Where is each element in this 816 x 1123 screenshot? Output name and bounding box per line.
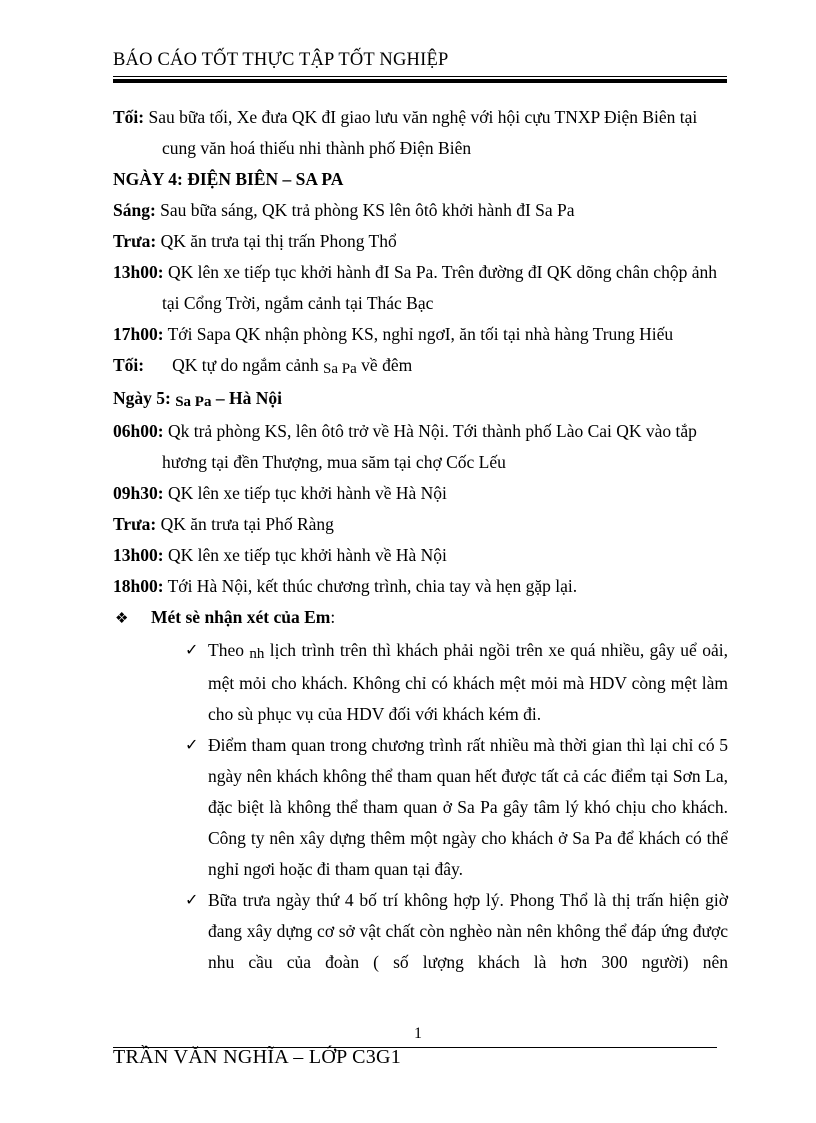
remark-text: Bữa trưa ngày thứ 4 bố trí không hợp lý. Phong Thổ là thị trấn hiện giờ đang xây dựng cơ sở vật chất còn nghèo nàn nên không thể đáp ứng được nhu cầu của đoàn ( số lượng khách là hơn 300 người) nên xyxy=(208,890,728,972)
itinerary-line-1700 xyxy=(113,319,733,350)
time-label: 09h30: xyxy=(113,483,164,503)
header-rule-thin xyxy=(113,76,727,77)
remarks-heading-colon: : xyxy=(330,607,336,627)
remark-item xyxy=(185,730,733,885)
remark-text-b: lịch trình trên thì khách phải ngồi trên xe quá nhiều, gây uể oải, mệt mỏi cho khách. Không chỉ có khách mệt mỏi mà HDV còng mệt làm cho sù phục vụ của HDV đối với khách kém đi. xyxy=(208,640,728,724)
day-4-heading: NGÀY 4: ĐIỆN BIÊN – SA PA xyxy=(113,169,344,189)
remark-text-a: Theo xyxy=(208,640,250,660)
page-header-title: BÁO CÁO TỐT THỰC TẬP TỐT NGHIỆP xyxy=(113,50,449,70)
diamond-bullet-icon: ❖ xyxy=(115,611,129,627)
itinerary-text: Sau bữa tối, Xe đưa QK đI giao lưu văn nghệ với hội cựu TNXP Điện Biên tại cung văn hoá thiếu nhi thành phố Điện Biên xyxy=(144,107,698,158)
itinerary-line-noon-day5 xyxy=(113,509,733,540)
page-number: 1 xyxy=(414,1025,422,1042)
checkmark-icon: ✓ xyxy=(185,642,199,659)
itinerary-text: Tới Sapa QK nhận phòng KS, nghỉ ngơI, ăn tối tại nhà hàng Trung Hiếu xyxy=(163,324,674,344)
itinerary-text: QK lên xe tiếp tục khởi hành đI Sa Pa. Trên đường đI QK dõng chân chộp ảnh tại Cổng Trời, ngắm cảnh tại Thác Bạc xyxy=(162,262,717,313)
day-5-heading-sub: Sa Pa xyxy=(175,394,212,410)
remarks-heading: Mét sè nhận xét của Em xyxy=(151,607,331,627)
itinerary-text: QK lên xe tiếp tục khởi hành về Hà Nội xyxy=(163,545,447,565)
itinerary-text: Tới Hà Nội, kết thúc chương trình, chia tay và hẹn gặp lại. xyxy=(163,576,578,596)
remark-text-sub: nh xyxy=(249,646,265,662)
remark-item xyxy=(185,635,733,730)
itinerary-text: QK ăn trưa tại thị trấn Phong Thổ xyxy=(156,231,397,251)
day-5-heading-b: – Hà Nội xyxy=(211,388,282,408)
itinerary-text: QK ăn trưa tại Phố Ràng xyxy=(156,514,334,534)
itinerary-line-0600 xyxy=(113,416,733,478)
remark-text: Điểm tham quan trong chương trình rất nhiều mà thời gian thì lại chỉ có 5 ngày nên khách không thể tham quan hết được tất cả các điểm tại Sơn La, đặc biệt là không thể tham quan ở Sa Pa gây tâm lý khó chịu cho khách. Công ty nên xây dựng thêm một ngày cho khách ở Sa Pa để khách có thể nghỉ ngơi hoặc đi tham quan tại đây. xyxy=(208,735,728,879)
time-label: 13h00: xyxy=(113,545,164,565)
itinerary-line-noon xyxy=(113,226,733,257)
itinerary-line-0930 xyxy=(113,478,733,509)
day-5-heading-a: Ngày 5: xyxy=(113,388,176,408)
time-label: Tối: xyxy=(113,355,145,375)
time-label: Trưa: xyxy=(113,514,157,534)
remark-item xyxy=(185,885,733,978)
checkmark-icon: ✓ xyxy=(185,892,199,909)
itinerary-line-morning xyxy=(113,195,733,226)
itinerary-line-evening-day4 xyxy=(113,350,733,383)
checkmark-icon: ✓ xyxy=(185,737,199,754)
time-label: 06h00: xyxy=(113,421,164,441)
itinerary-text: QK lên xe tiếp tục khởi hành về Hà Nội xyxy=(163,483,447,503)
time-label: 17h00: xyxy=(113,324,164,344)
footer-author: TRẦN VĂN NGHĨA – LỚP C3G1 xyxy=(113,1046,402,1068)
itinerary-text-sub: Sa Pa xyxy=(323,361,357,377)
time-label: 18h00: xyxy=(113,576,164,596)
remark-text xyxy=(208,635,728,730)
document-body xyxy=(113,102,733,978)
header-rule-thick xyxy=(113,79,727,83)
itinerary-line-evening-day3 xyxy=(113,102,733,164)
time-label: Tối: xyxy=(113,107,145,127)
itinerary-line-1800 xyxy=(113,571,733,602)
time-label: 13h00: xyxy=(113,262,164,282)
remarks-heading-row xyxy=(113,602,733,635)
itinerary-text: QK tự do ngắm cảnh xyxy=(172,355,324,375)
itinerary-line-1300-day5 xyxy=(113,540,733,571)
itinerary-text: về đêm xyxy=(356,355,413,375)
itinerary-text: Qk trả phòng KS, lên ôtô trở về Hà Nội. Tới thành phố Lào Cai QK vào tắp hương tại đền Thượng, mua săm tại chợ Cốc Lếu xyxy=(162,421,697,472)
time-label: Sáng: xyxy=(113,200,156,220)
day-5-heading xyxy=(113,383,733,416)
itinerary-line-1300 xyxy=(113,257,733,319)
itinerary-text: Sau bữa sáng, QK trả phòng KS lên ôtô khởi hành đI Sa Pa xyxy=(155,200,575,220)
time-label: Trưa: xyxy=(113,231,157,251)
